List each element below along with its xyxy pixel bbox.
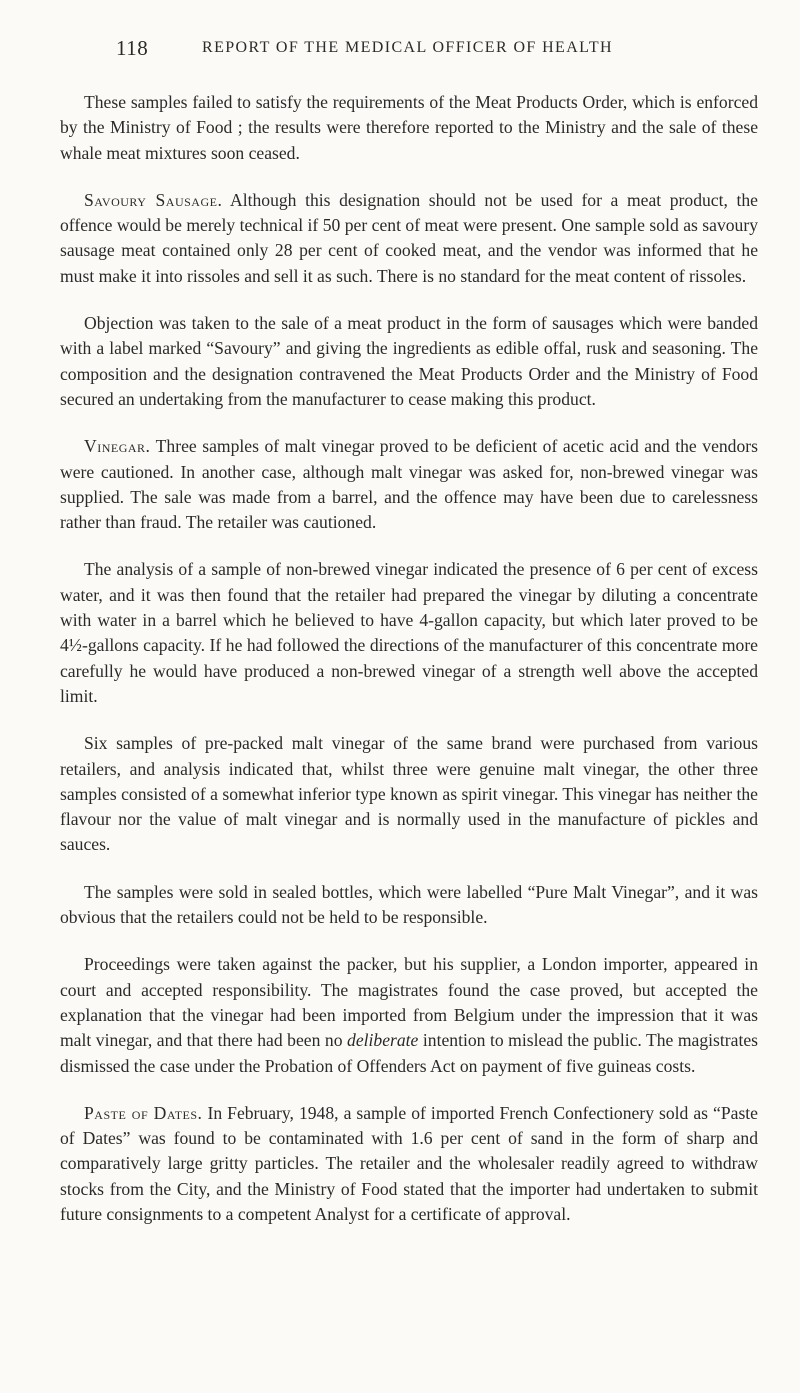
- paragraph-pre-packed-vinegar: [60, 731, 758, 857]
- paragraph-savoury-label: [60, 311, 758, 412]
- emphasis-text: deliberate: [347, 1030, 419, 1051]
- paragraph-text: Objection was taken to the sale of a meat product in the form of sausages which were banded with a label marked “Savoury” and giving the ingredients as edible offal, rusk and seasoning. The composition and the designation contravened the Meat Products Order and the Ministry of Food secured an undertaking from the manufacturer to cease making this product.: [60, 313, 758, 409]
- paragraph-non-brewed-vinegar: [60, 557, 758, 709]
- page-body: [56, 90, 758, 1227]
- page-header: [56, 36, 758, 70]
- paragraph-text: In February, 1948, a sample of imported French Confectionery sold as “Paste of Dates” was found to be contaminated with 1.6 per cent of sand in the form of sharp and comparatively large gritty particles. The retailer and the wholesaler readily agreed to withdraw stocks from the City, and the Ministry of Food stated that the importer had undertaken to submit future consignments to a competent Analyst for a certificate of approval.: [60, 1102, 758, 1224]
- paragraph-text: The analysis of a sample of non-brewed vinegar indicated the presence of 6 per cent of excess water, and it was then found that the retailer had prepared the vinegar by diluting a concentrate with water in a barrel which he believed to have 4-gallon capacity, but which later proved to be 4½-gallons capacity. If he had followed the directions of the manufacturer of this concentrate more carefully he would have produced a non-brewed vinegar of a strength well above the accepted limit.: [60, 559, 758, 706]
- section-lead: Vinegar.: [84, 436, 151, 457]
- paragraph-text: Proceedings were taken against the packer, but his supplier, a London importer, appeared in court and accepted responsibility. The magistrates found the case proved, but accepted the explanation that the vinegar had been imported from Belgium under the impression that it was malt vinegar, and that there had been no: [60, 954, 758, 1051]
- paragraph-proceedings: [60, 952, 758, 1078]
- paragraph-paste-of-dates: [60, 1101, 758, 1227]
- page-number: 118: [116, 36, 149, 60]
- paragraph-text: intention to mislead the public. The magistrates dismissed the case under the Probation of Offenders Act on payment of five guineas costs.: [60, 1030, 758, 1076]
- paragraph-whale-meat: [60, 90, 758, 166]
- paragraph-sealed-bottles: [60, 880, 758, 931]
- paragraph-savoury-sausage: [60, 188, 758, 289]
- section-lead: Paste of Dates.: [84, 1102, 203, 1123]
- paragraph-vinegar: [60, 434, 758, 535]
- running-head: REPORT OF THE MEDICAL OFFICER OF HEALTH: [202, 39, 614, 56]
- paragraph-text: These samples failed to satisfy the requirements of the Meat Products Order, which is enforced by the Ministry of Food ; the results were therefore reported to the Ministry and the sale of these whale meat mixtures soon ceased.: [60, 92, 758, 163]
- paragraph-text: Six samples of pre-packed malt vinegar of the same brand were purchased from various retailers, and analysis indicated that, whilst three were genuine malt vinegar, the other three samples consisted of a somewhat inferior type known as spirit vinegar. This vinegar has neither the flavour nor the value of malt vinegar and is normally used in the manufacture of pickles and sauces.: [60, 733, 758, 855]
- section-lead: Savoury Sausage.: [84, 189, 223, 210]
- paragraph-text: The samples were sold in sealed bottles, which were labelled “Pure Malt Vinegar”, and it was obvious that the retailers could not be held to be responsible.: [60, 881, 758, 928]
- paragraph-text: Although this designation should not be used for a meat product, the offence would be merely technical if 50 per cent of meat were present. One sample sold as savoury sausage meat contained only 28 per cent of cooked meat, and the vendor was informed that he must make it into rissoles and sell it as such. There is no standard for the meat content of rissoles.: [60, 189, 758, 286]
- paragraph-text: Three samples of malt vinegar proved to be deficient of acetic acid and the vendors were cautioned. In another case, although malt vinegar was asked for, non-brewed vinegar was supplied. The sale was made from a barrel, and the offence may have been due to carelessness rather than fraud. The retailer was cautioned.: [60, 436, 758, 533]
